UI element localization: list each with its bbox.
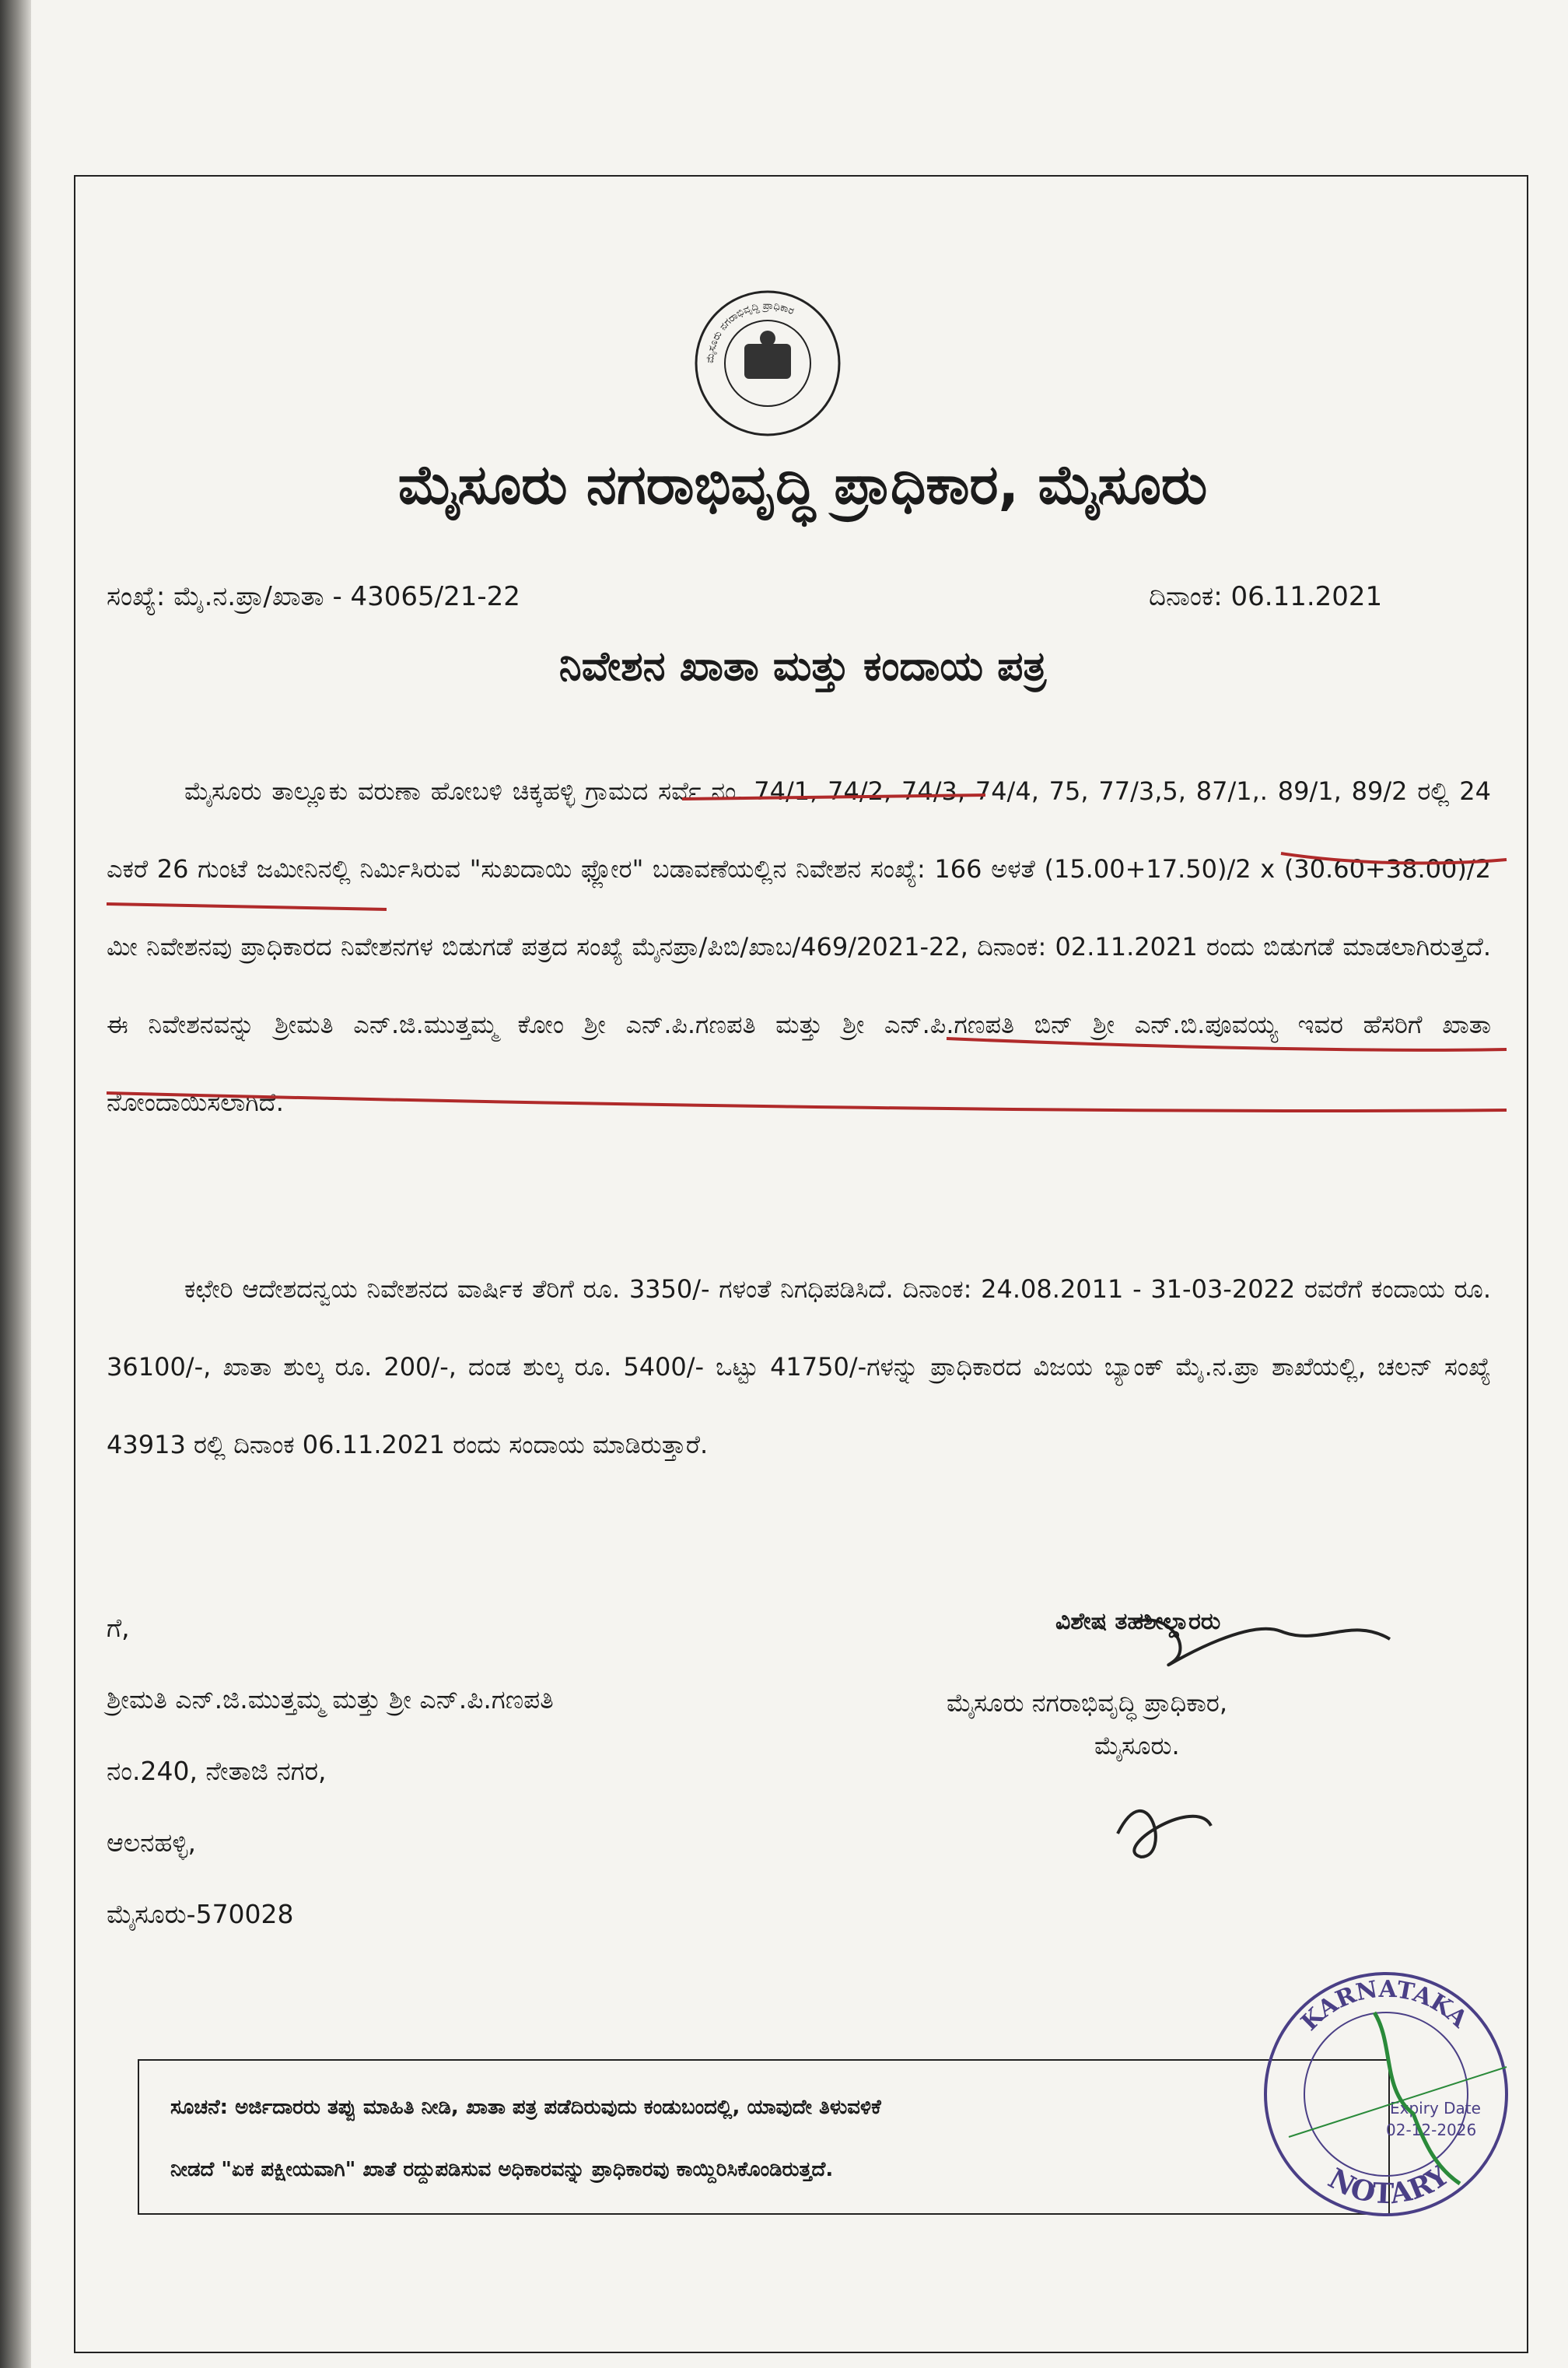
- authority-title: ಮೈಸೂರು ನಗರಾಭಿವೃದ್ಧಿ ಪ್ರಾಧಿಕಾರ, ಮೈಸೂರು: [397, 453, 1208, 517]
- officer-stamp: ವಿಶೇಷ ತಹಶೀಲ್ದಾರರು: [1055, 1608, 1221, 1635]
- body-paragraph-2: ಕಛೇರಿ ಆದೇಶದನ್ವಯ ನಿವೇಶನದ ವಾರ್ಷಿಕ ತೆರಿಗೆ ರೂ. 3350/- ಗಳಂತೆ ನಿಗಧಿಪಡಿಸಿದೆ. ದಿನಾಂಕ: 24.08.2011 - 31-03-2022 ರವರೆಗೆ ಕಂದಾಯ ರೂ. 36100/-, ಖಾತಾ ಶುಲ್ಕ ರೂ. 200/-, ದಂಡ ಶುಲ್ಕ ರೂ. 5400/- ಒಟ್ಟು 41750/-ಗಳನ್ನು ಪ್ರಾಧಿಕಾರದ ವಿಜಯ ಬ್ಯಾಂಕ್ ಮೈ.ನ.ಪ್ರಾ ಶಾಖೆಯಲ್ಲಿ, ಚಲನ್ ಸಂಖ್ಯೆ 43913 ರಲ್ಲಿ ದಿನಾಂಕ 06.11.2021 ರಂದು ಸಂದಾಯ ಮಾಡಿರುತ್ತಾರೆ.: [107, 1274, 1491, 1459]
- document-title: ನಿವೇಶನ ಖಾತಾ ಮತ್ತು ಕಂದಾಯ ಪತ್ರ: [558, 643, 1047, 690]
- notice-line: ಸೂಚನೆ: ಅರ್ಜಿದಾರರು ತಪ್ಪು ಮಾಹಿತಿ ನೀಡಿ, ಖಾತಾ ಪತ್ರ ಪಡೆದಿರುವುದು ಕಂಡುಬಂದಲ್ಲಿ, ಯಾವುದೇ ತಿಳುವಳಿಕೆ: [170, 2096, 881, 2119]
- addressee-block: [107, 1592, 554, 1950]
- svg-text:KARNATAKA: [1296, 1976, 1473, 2037]
- body-paragraph-1: ಮೈಸೂರು ತಾಲ್ಲೂಕು ವರುಣಾ ಹೋಬಳಿ ಚಿಕ್ಕಹಳ್ಳಿ ಗ್ರಾಮದ ಸರ್ವೆ ನಂ. 74/1, 74/2, 74/3, 74/4, 75, 77/3,5, 87/1,. 89/1, 89/2 ರಲ್ಲಿ 24 ಎಕರೆ 26 ಗುಂಟೆ ಜಮೀನಿನಲ್ಲಿ ನಿರ್ಮಿಸಿರುವ "ಸುಖದಾಯಿ ಫ್ಲೋರ" ಬಡಾವಣೆಯಲ್ಲಿನ ನಿವೇಶನ ಸಂಖ್ಯೆ: 166 ಅಳತೆ (15.00+17.50)/2 x (30.60+38.00)/2 ಮೀ ನಿವೇಶನವು ಪ್ರಾಧಿಕಾರದ ನಿವೇಶನಗಳ ಬಿಡುಗಡೆ ಪತ್ರದ ಸಂಖ್ಯೆ ಮೈನಪ್ರಾ/ಪಿಬಿ/ಖಾಬ/469/2021-22, ದಿನಾಂಕ: 02.11.2021 ರಂದು ಬಿಡುಗಡೆ ಮಾಡಲಾಗಿರುತ್ತದೆ. ಈ ನಿವೇಶನವನ್ನು ಶ್ರೀಮತಿ ಎನ್.ಜಿ.ಮುತ್ತಮ್ಮ ಕೋಂ ಶ್ರೀ ಎನ್.ಪಿ.ಗಣಪತಿ ಮತ್ತು ಶ್ರೀ ಎನ್.ಪಿ.ಗಣಪತಿ ಬಿನ್ ಶ್ರೀ ಎನ್.ಬಿ.ಪೂವಯ್ಯ ಇವರ ಹೆಸರಿಗೆ ಖಾತಾ ನೋಂದಾಯಿಸಲಾಗಿದೆ.: [107, 776, 1491, 1117]
- notary-bottom-text: NOTARY: [1322, 2159, 1455, 2211]
- salutation: ಗೆ,: [107, 1613, 130, 1643]
- address-line: ನಂ.240, ನೇತಾಜಿ ನಗರ,: [107, 1756, 327, 1786]
- document-date: ದಿನಾಂಕ: 06.11.2021: [1149, 581, 1383, 612]
- signatory-line: ಮೈಸೂರು ನಗರಾಭಿವೃದ್ಧಿ ಪ್ರಾಧಿಕಾರ,: [947, 1688, 1228, 1718]
- notary-top-text: KARNATAKA: [1296, 1975, 1473, 2037]
- seal-text: ಮೈಸೂರು ನಗರಾಭಿವೃದ್ಧಿ ಪ್ರಾಧಿಕಾರ: [704, 300, 796, 364]
- notice-line: ನೀಡದೆ "ಏಕ ಪಕ್ಷೀಯವಾಗಿ" ಖಾತೆ ರದ್ದುಪಡಿಸುವ ಅಧಿಕಾರವನ್ನು ಪ್ರಾಧಿಕಾರವು ಕಾಯ್ದಿರಿಸಿಕೊಂಡಿರುತ್ತದೆ.: [170, 2158, 834, 2181]
- signatory-block: [947, 1682, 1227, 1767]
- reference-number: ಸಂಖ್ಯೆ: ಮೈ.ನ.ಪ್ರಾ/ಖಾತಾ - 43065/21-22: [107, 581, 520, 612]
- address-line: ಮೈಸೂರು-570028: [107, 1899, 294, 1929]
- address-line: ಆಲನಹಳ್ಳಿ,: [107, 1827, 196, 1858]
- pen-underlines: [75, 177, 1530, 1188]
- notary-expiry-label: Expiry Date: [1390, 2099, 1481, 2118]
- document-border: [74, 175, 1528, 2353]
- addressee-name: ಶ್ರೀಮತಿ ಎನ್.ಜಿ.ಮುತ್ತಮ್ಮ ಮತ್ತು ಶ್ರೀ ಎನ್.ಪಿ.ಗಣಪತಿ: [107, 1684, 554, 1715]
- notary-stamp: [1258, 1966, 1514, 2223]
- signatory-line: ಮೈಸೂರು.: [1094, 1731, 1180, 1760]
- scan-binding-edge: [0, 0, 31, 2368]
- notary-expiry-date: 02-12-2026: [1386, 2121, 1477, 2139]
- notice-box: [138, 2059, 1390, 2215]
- document-page: [31, 0, 1568, 2368]
